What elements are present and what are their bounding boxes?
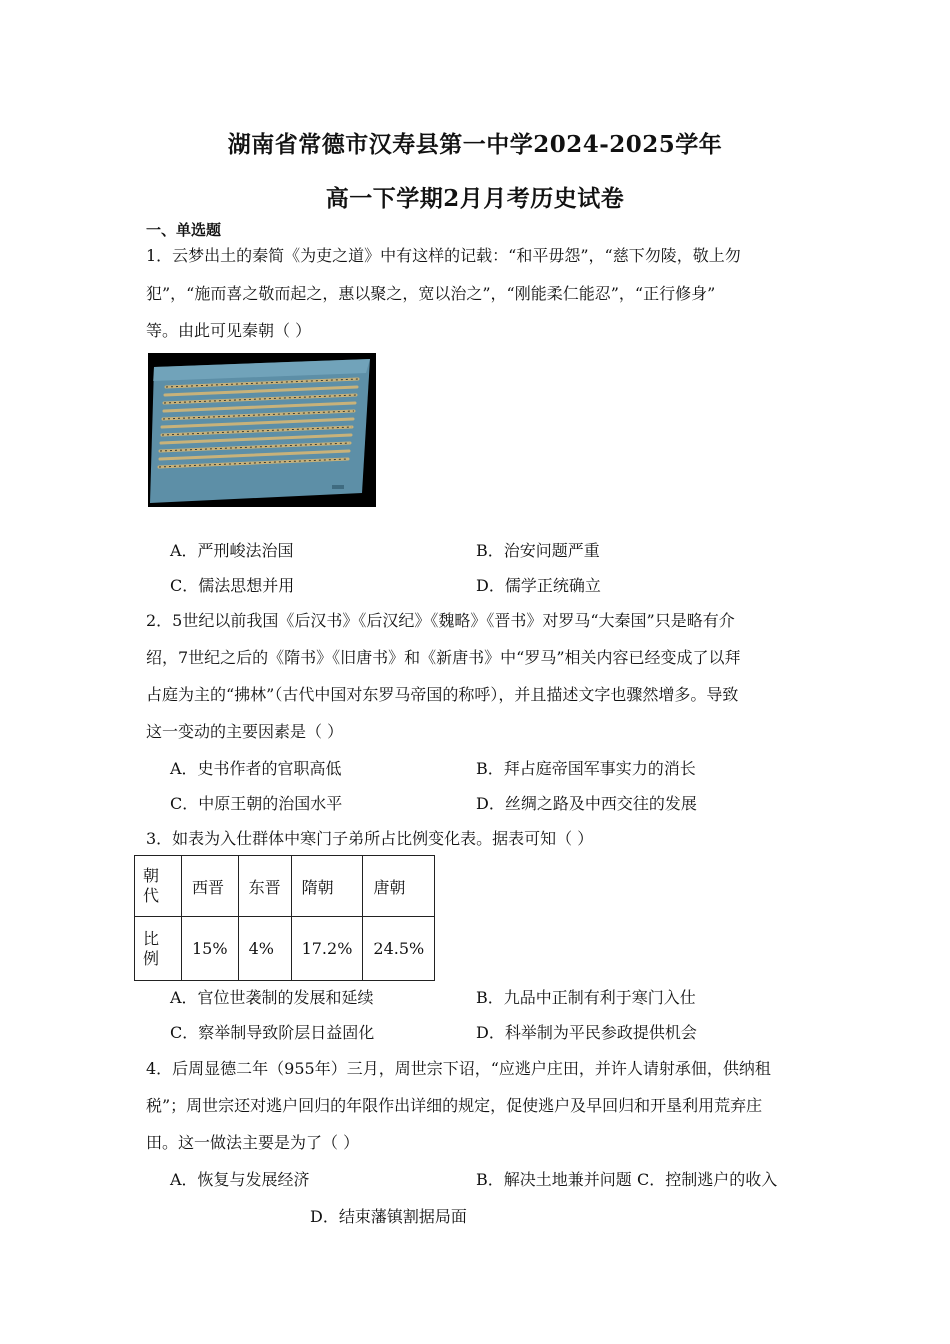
- table-cell: 唐朝: [363, 856, 435, 917]
- q2-stem-line: 占庭为主的“拂林”（古代中国对东罗马帝国的称呼），并且描述文字也骤然增多。导致: [146, 685, 739, 704]
- bamboo-slips-photo: [148, 353, 376, 507]
- q2-stem-line: 2．5世纪以前我国《后汉书》《后汉纪》《魏略》《晋书》对罗马“大秦国”只是略有介: [146, 611, 735, 630]
- section-heading: 一、单选题: [146, 221, 222, 239]
- q2-option-b[interactable]: B．拜占庭帝国军事实力的消长: [476, 759, 696, 778]
- q1-option-b[interactable]: B．治安问题严重: [476, 541, 600, 560]
- q2-option-a[interactable]: A．史书作者的官职高低: [170, 759, 342, 778]
- table-cell: 15%: [182, 917, 239, 981]
- table-cell: 西晋: [182, 856, 239, 917]
- table-cell: 朝代: [135, 856, 182, 917]
- table-row: [135, 856, 435, 917]
- exam-title-line2: 高一下学期2月月考历史试卷: [325, 185, 625, 212]
- q1-option-d[interactable]: D．儒学正统确立: [476, 576, 601, 595]
- q3-option-a[interactable]: A．官位世袭制的发展和延续: [170, 988, 374, 1007]
- q3-option-b[interactable]: B．九品中正制有利于寒门入仕: [476, 988, 696, 1007]
- table-row: [135, 917, 435, 981]
- q3-data-table: [134, 855, 435, 981]
- q2-option-d[interactable]: D．丝绸之路及中西交往的发展: [476, 794, 697, 813]
- q1-stem-line: 犯”，“施而喜之敬而起之，惠以聚之，宽以治之”，“刚能柔仁能忍”，“正行修身”: [146, 284, 716, 303]
- table-cell: 24.5%: [363, 917, 435, 981]
- q1-option-c[interactable]: C．儒法思想并用: [170, 576, 295, 595]
- q2-stem-line: 这一变动的主要因素是（ ）: [146, 722, 344, 741]
- q4-option-a[interactable]: A．恢复与发展经济: [170, 1170, 310, 1189]
- table-cell: 17.2%: [291, 917, 363, 981]
- q4-stem-line: 税”；周世宗还对逃户回归的年限作出详细的规定，促使逃户及早回归和开垦利用荒弃庄: [146, 1096, 763, 1115]
- q4-stem-line: 田。这一做法主要是为了（ ）: [146, 1133, 360, 1152]
- q3-option-c[interactable]: C．察举制导致阶层日益固化: [170, 1023, 375, 1042]
- q1-option-a[interactable]: A．严刑峻法治国: [170, 541, 294, 560]
- q4-stem-line: 4．后周显德二年（955年）三月，周世宗下诏，“应逃户庄田，并许人请射承佃，供纳租: [146, 1059, 771, 1078]
- table-cell: 比例: [135, 917, 182, 981]
- q1-stem-line: 1．云梦出土的秦简《为吏之道》中有这样的记载：“和平毋怨”，“慈下勿陵，敬上勿: [146, 246, 741, 265]
- q3-option-d[interactable]: D．科举制为平民参政提供机会: [476, 1023, 697, 1042]
- table-cell: 隋朝: [291, 856, 363, 917]
- q4-option-b[interactable]: B．解决土地兼并问题: [476, 1170, 632, 1189]
- q1-stem-line: 等。由此可见秦朝（ ）: [146, 321, 312, 340]
- q2-option-c[interactable]: C．中原王朝的治国水平: [170, 794, 343, 813]
- q4-option-d[interactable]: D．结束藩镇割据局面: [310, 1207, 467, 1226]
- table-cell: 东晋: [238, 856, 291, 917]
- q3-stem-line: 3．如表为入仕群体中寒门子弟所占比例变化表。据表可知（ ）: [146, 829, 594, 848]
- table-cell: 4%: [238, 917, 291, 981]
- exam-title-line1: 湖南省常德市汉寿县第一中学2024-2025学年: [227, 131, 723, 158]
- q4-option-c[interactable]: C．控制逃户的收入: [637, 1170, 778, 1189]
- q2-stem-line: 绍，7世纪之后的《隋书》《旧唐书》和《新唐书》中“罗马”相关内容已经变成了以拜: [146, 648, 741, 667]
